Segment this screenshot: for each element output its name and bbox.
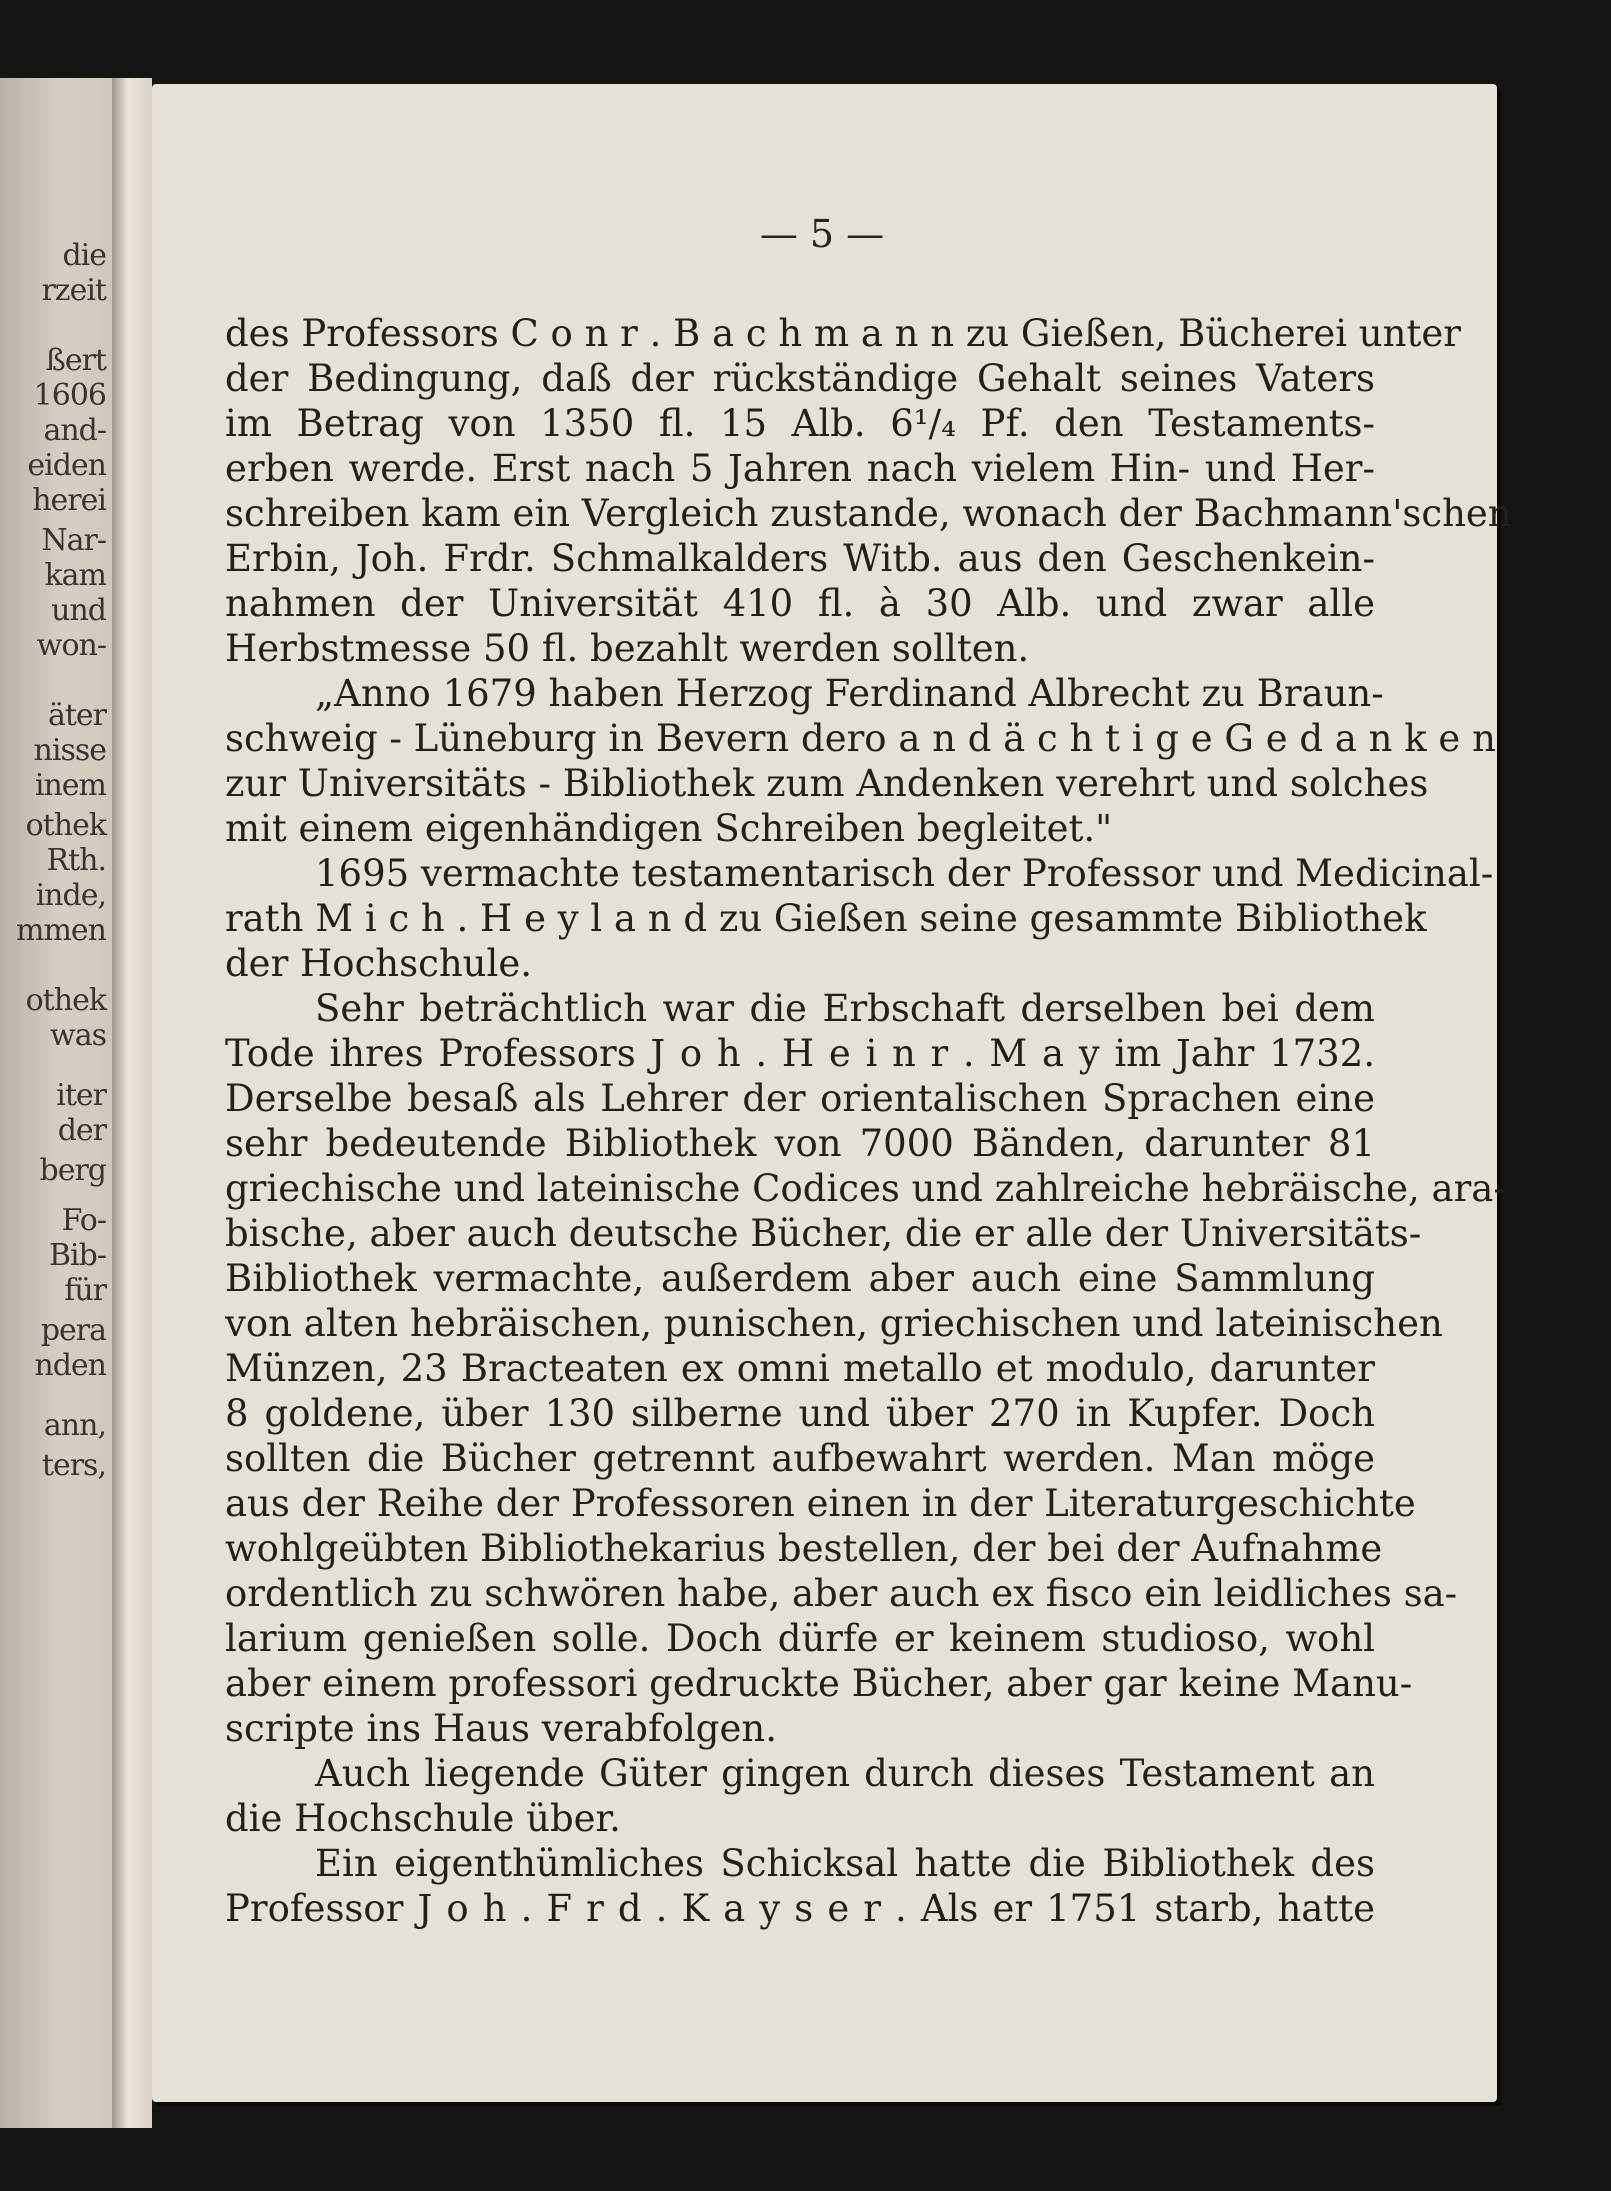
left-page-fragment: ters,: [41, 1448, 106, 1483]
left-page-fragment: and-: [43, 413, 106, 448]
text-line: aus der Reihe der Professoren einen in der Literaturgeschichte: [225, 1482, 1416, 1525]
left-page-fragment: won-: [36, 628, 106, 663]
text-line: nahmen der Universität 410 fl. à 30 Alb. und zwar alle: [225, 582, 1375, 625]
left-page-fragment: für: [64, 1273, 106, 1308]
text-line: larium genießen solle. Doch dürfe er keinem studioso, wohl: [225, 1617, 1375, 1660]
book-gutter: [112, 78, 152, 2128]
left-page-fragment: kam: [44, 558, 106, 593]
left-page-fragment: die: [62, 238, 106, 273]
text-line: bische, aber auch deutsche Bücher, die er alle der Universitäts-: [225, 1212, 1422, 1255]
text-line: sehr bedeutende Bibliothek von 7000 Bänden, darunter 81: [225, 1122, 1375, 1165]
text-line: schreiben kam ein Vergleich zustande, wonach der Bachmann'schen: [225, 492, 1512, 535]
text-line: Tode ihres Professors J o h . H e i n r . M a y im Jahr 1732.: [225, 1032, 1375, 1075]
left-page-fragment: 1606: [33, 378, 106, 413]
text-line: schweig - Lüneburg in Bevern dero a n d ä c h t i g e G e d a n k e n: [225, 717, 1496, 760]
text-line: der Hochschule.: [225, 942, 532, 985]
text-line: Professor J o h . F r d . K a y s e r . Als er 1751 starb, hatte: [225, 1887, 1375, 1930]
left-page-fragment: mmen: [16, 913, 106, 948]
text-line: Erbin, Joh. Frdr. Schmalkalders Witb. aus den Geschenkein-: [225, 537, 1375, 580]
left-page-fragment: Rth.: [46, 843, 106, 878]
text-line: „Anno 1679 haben Herzog Ferdinand Albrecht zu Braun-: [315, 672, 1384, 715]
text-line: des Professors C o n r . B a c h m a n n zu Gießen, Bücherei unter: [225, 312, 1461, 355]
left-page-fragment: rzeit: [41, 273, 106, 308]
text-line: Derselbe besaß als Lehrer der orientalischen Sprachen eine: [225, 1077, 1375, 1120]
left-page-fragment: ßert: [45, 343, 106, 378]
text-line: wohlgeübten Bibliothekarius bestellen, der bei der Aufnahme: [225, 1527, 1383, 1570]
text-line: scripte ins Haus verabfolgen.: [225, 1707, 777, 1750]
book-page: [152, 84, 1512, 2102]
left-page-fragment: der: [57, 1113, 106, 1148]
left-page-fragment: was: [50, 1018, 106, 1053]
text-line: Ein eigenthümliches Schicksal hatte die Bibliothek des: [315, 1842, 1375, 1885]
page-number: — 5 —: [759, 212, 885, 256]
left-page-fragment: eiden: [27, 448, 106, 483]
left-page-fragment: Fo-: [61, 1203, 106, 1238]
text-line: Bibliothek vermachte, außerdem aber auch eine Sammlung: [225, 1257, 1375, 1300]
text-line: zur Universitäts - Bibliothek zum Andenken verehrt und solches: [225, 762, 1429, 805]
left-page-fragment: inem: [34, 768, 106, 803]
left-page-fragment: othek: [25, 983, 106, 1018]
text-line: griechische und lateinische Codices und zahlreiche hebräische, ara-: [225, 1167, 1506, 1210]
text-line: mit einem eigenhändigen Schreiben begleitet.": [225, 807, 1113, 850]
text-line: die Hochschule über.: [225, 1797, 621, 1840]
left-page-fragment: Bib-: [49, 1238, 106, 1273]
text-line: der Bedingung, daß der rückständige Gehalt seines Vaters: [225, 357, 1375, 400]
left-page-edge: [0, 78, 112, 2128]
left-page-fragment: pera: [40, 1313, 106, 1348]
text-line: 1695 vermachte testamentarisch der Professor und Medicinal-: [315, 852, 1494, 895]
text-line: Auch liegende Güter gingen durch dieses Testament an: [315, 1752, 1375, 1795]
left-page-fragment: äter: [47, 698, 106, 733]
text-line: sollten die Bücher getrennt aufbewahrt werden. Man möge: [225, 1437, 1375, 1480]
text-line: rath M i c h . H e y l a n d zu Gießen seine gesammte Bibliothek: [225, 897, 1427, 940]
left-page-fragment: und: [51, 593, 106, 628]
left-page-fragment: Nar-: [41, 523, 106, 558]
left-page-fragment: othek: [25, 808, 106, 843]
left-page-fragment: iter: [56, 1078, 106, 1113]
left-page-fragment: herei: [32, 483, 106, 518]
text-line: ordentlich zu schwören habe, aber auch ex fisco ein leidliches sa-: [225, 1572, 1458, 1615]
text-line: von alten hebräischen, punischen, griechischen und lateinischen: [225, 1302, 1443, 1345]
left-page-fragment: berg: [39, 1153, 106, 1188]
text-line: Herbstmesse 50 fl. bezahlt werden sollten.: [225, 627, 1030, 670]
body-text: [225, 311, 1512, 1931]
text-line: aber einem professori gedruckte Bücher, aber gar keine Manu-: [225, 1662, 1413, 1705]
text-line: 8 goldene, über 130 silberne und über 270 in Kupfer. Doch: [225, 1392, 1375, 1435]
left-page-fragment: ann,: [43, 1408, 106, 1443]
text-line: erben werde. Erst nach 5 Jahren nach vielem Hin- und Her-: [225, 447, 1375, 490]
text-line: Münzen, 23 Bracteaten ex omni metallo et modulo, darunter: [225, 1347, 1375, 1390]
left-page-fragment: inde,: [35, 878, 106, 913]
left-page-fragment: nisse: [33, 733, 106, 768]
left-page-fragment: nden: [34, 1348, 106, 1383]
text-line: Sehr beträchtlich war die Erbschaft derselben bei dem: [315, 987, 1375, 1030]
text-line: im Betrag von 1350 fl. 15 Alb. 6¹/₄ Pf. den Testaments-: [225, 402, 1375, 445]
